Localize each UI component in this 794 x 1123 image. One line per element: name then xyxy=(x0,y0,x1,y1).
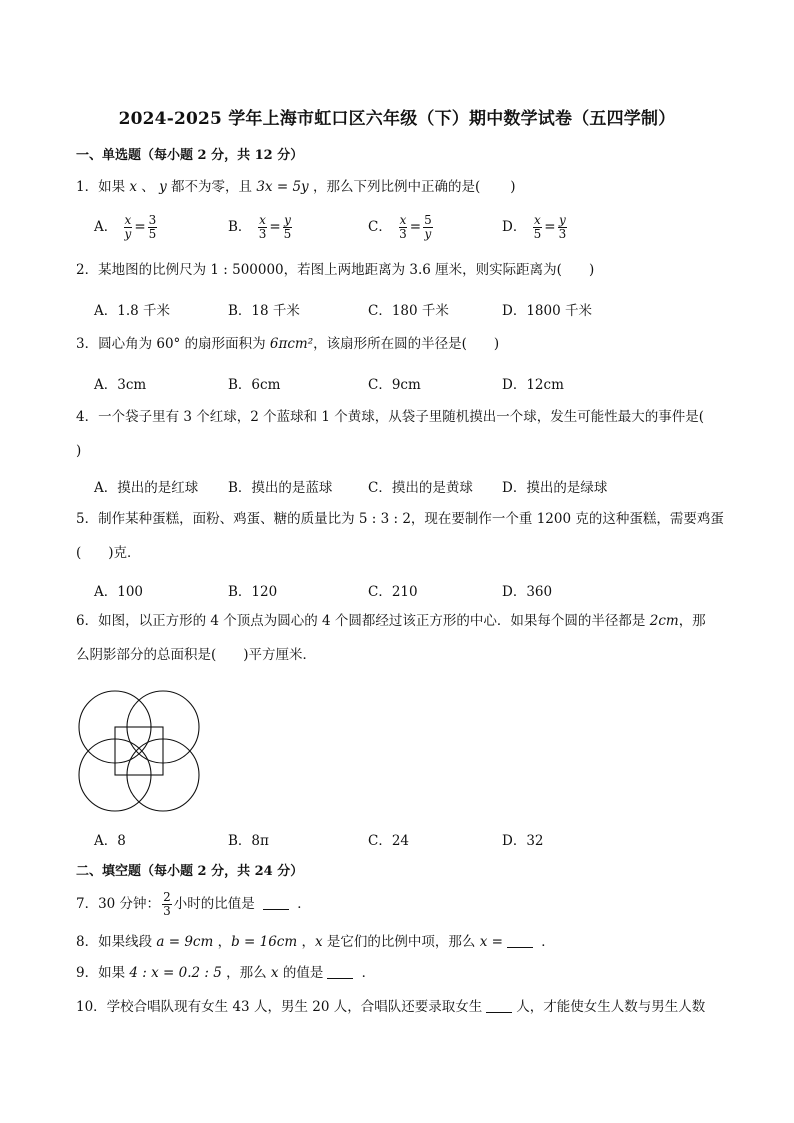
q9-answer-blank[interactable] xyxy=(327,964,353,979)
q10-answer-blank[interactable] xyxy=(486,998,512,1013)
exam-title: 2024-2025 学年上海市虹口区六年级（下）期中数学试卷（五四学制） xyxy=(118,109,676,129)
question-5-cont: ( )克． xyxy=(76,545,141,561)
question-5: 5．制作某种蛋糕，面粉、鸡蛋、糖的质量比为 5 : 3 : 2，现在要制作一个重 1200 克的这种蛋糕，需要鸡蛋 xyxy=(76,511,724,527)
q5-option-d[interactable]: D．360 xyxy=(502,584,553,600)
square xyxy=(115,727,163,775)
four-circles-square-figure xyxy=(76,688,206,818)
q7-answer-blank[interactable] xyxy=(263,895,289,910)
question-6: 6．如图，以正方形的 4 个顶点为圆心的 4 个圆都经过该正方形的中心．如果每个圆的半径都是 2cm，那 xyxy=(76,613,706,629)
q5-option-c[interactable]: C．210 xyxy=(368,584,418,600)
q8-answer-blank[interactable] xyxy=(507,933,533,948)
question-8: 8．如果线段 a = 9cm ，b = 16cm ，x 是它们的比例中项，那么 x = ． xyxy=(76,934,555,950)
q2-option-b[interactable]: B．18 千米 xyxy=(228,303,300,319)
q1-option-b[interactable]: B． $\frac{x}{3}$ = $\frac{y}{5}$ xyxy=(228,213,292,241)
q6-option-b[interactable]: B．8π xyxy=(228,833,269,849)
q4-option-c[interactable]: C．摸出的是黄球 xyxy=(368,480,473,496)
q2-options xyxy=(94,299,734,325)
question-10: 10．学校合唱队现有女生 43 人，男生 20 人，合唱队还要录取女生 人，才能使女生人数与男生人数 xyxy=(76,999,706,1015)
question-7: 7．30 分钟： $\frac{2}{3}$ 小时的比值是 ． xyxy=(76,890,311,918)
q1-option-d[interactable]: D． $\frac{x}{5}$ = $\frac{y}{3}$ xyxy=(502,213,567,241)
question-6-cont: 么阴影部分的总面积是( )平方厘米． xyxy=(76,647,317,663)
q5-options xyxy=(94,580,734,606)
q2-option-d[interactable]: D．1800 千米 xyxy=(502,303,592,319)
q2-option-a[interactable]: A．1.8 千米 xyxy=(94,303,171,319)
q4-option-d[interactable]: D．摸出的是绿球 xyxy=(502,480,608,496)
question-9: 9．如果 4 : x = 0.2 : 5 ，那么 x 的值是 ． xyxy=(76,965,376,981)
q3-option-a[interactable]: A．3cm xyxy=(94,377,147,393)
section-single-choice: 一、单选题（每小题 2 分，共 12 分） xyxy=(76,148,304,163)
q1-equation: 3x = 5y xyxy=(256,179,309,195)
q1-option-c[interactable]: C． $\frac{x}{3}$ = $\frac{5}{y}$ xyxy=(368,213,432,241)
q3-options xyxy=(94,373,734,399)
q6-options xyxy=(94,829,734,855)
q1-option-a[interactable]: A． $\frac{x}{y}$ = $\frac{3}{5}$ xyxy=(94,213,157,241)
q5-option-b[interactable]: B．120 xyxy=(228,584,278,600)
q4-options xyxy=(94,476,734,502)
q6-option-a[interactable]: A．8 xyxy=(94,833,126,849)
question-1: 1．如果 x 、 y 都不为零，且 3x = 5y ，那么下列比例中正确的是( ) xyxy=(76,179,516,195)
question-4: 4．一个袋子里有 3 个红球，2 个蓝球和 1 个黄球，从袋子里随机摸出一个球，发生可能性最大的事件是( xyxy=(76,409,705,425)
q3-option-d[interactable]: D．12cm xyxy=(502,377,564,393)
q4-option-a[interactable]: A．摸出的是红球 xyxy=(94,480,199,496)
question-4-cont: ) xyxy=(76,443,82,459)
q2-option-c[interactable]: C．180 千米 xyxy=(368,303,449,319)
q3-option-b[interactable]: B．6cm xyxy=(228,377,281,393)
q6-option-d[interactable]: D．32 xyxy=(502,833,544,849)
q1-options xyxy=(94,214,734,240)
q3-option-c[interactable]: C．9cm xyxy=(368,377,421,393)
question-3: 3．圆心角为 60° 的扇形面积为 6πcm²，该扇形所在圆的半径是( ) xyxy=(76,336,500,352)
q4-option-b[interactable]: B．摸出的是蓝球 xyxy=(228,480,333,496)
q5-option-a[interactable]: A．100 xyxy=(94,584,144,600)
q6-option-c[interactable]: C．24 xyxy=(368,833,410,849)
section-fill-blank: 二、填空题（每小题 2 分，共 24 分） xyxy=(76,864,304,879)
question-2: 2．某地图的比例尺为 1 : 500000，若图上两地距离为 3.6 厘米，则实际距离为( ) xyxy=(76,262,595,278)
